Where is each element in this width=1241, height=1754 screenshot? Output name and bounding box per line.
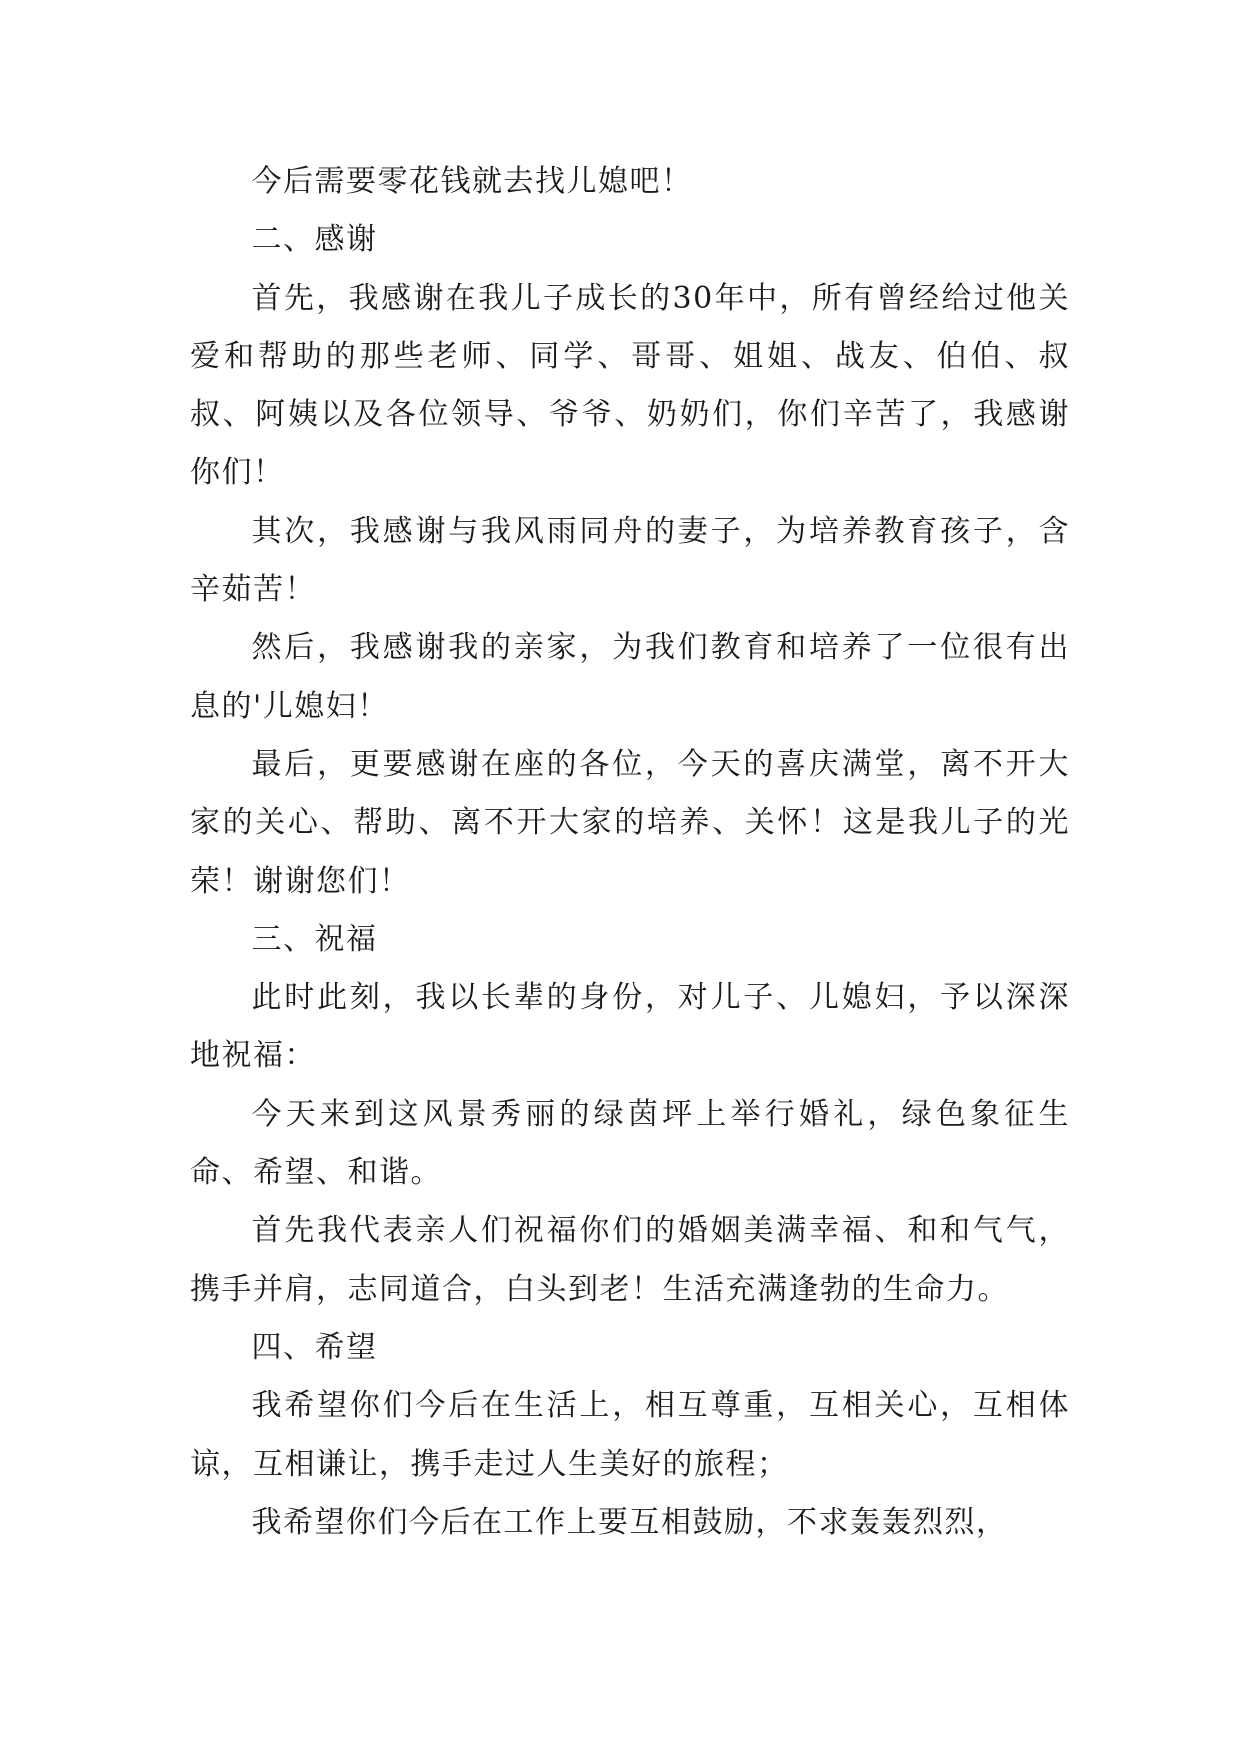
section-heading-blessing: 三、祝福 bbox=[251, 921, 378, 957]
paragraph-blessing-venue: 今天来到这风景秀丽的绿茵坪上举行婚礼，绿色象征生命、希望、和谐。 bbox=[190, 1096, 1070, 1191]
document-body bbox=[190, 153, 1070, 1552]
paragraph-hope-life: 我希望你们今后在生活上，相互尊重，互相关心，互相体谅，互相谦让，携手走过人生美好的旅程； bbox=[190, 1388, 1070, 1482]
paragraph-thanks-in-laws: 然后，我感谢我的亲家，为我们教育和培养了一位很有出息的'儿媳妇！ bbox=[190, 630, 1070, 724]
paragraph-blessing-marriage: 首先我代表亲人们祝福你们的婚姻美满幸福、和和气气，携手并肩，志同道合，白头到老！生活充满逢勃的生命力。 bbox=[190, 1213, 1070, 1307]
paragraph-hope-work: 我希望你们今后在工作上要互相鼓励，不求轰轰烈烈， bbox=[251, 1504, 1008, 1540]
paragraph-thanks-teachers: 首先，我感谢在我儿子成长的30年中，所有曾经给过他关爱和帮助的那些老师、同学、哥哥、姐姐、战友、伯伯、叔叔、阿姨以及各位领导、爷爷、奶奶们，你们辛苦了，我感谢你们！ bbox=[190, 280, 1070, 491]
section-heading-thanks: 二、感谢 bbox=[251, 222, 378, 258]
paragraph-blessing-intro: 此时此刻，我以长辈的身份，对儿子、儿媳妇，予以深深地祝福： bbox=[190, 980, 1070, 1074]
paragraph-thanks-wife: 其次，我感谢与我风雨同舟的妻子，为培养教育孩子，含辛茹苦！ bbox=[190, 513, 1070, 608]
paragraph-pocket-money: 今后需要零花钱就去找儿媳吧！ bbox=[251, 164, 693, 199]
section-heading-hope: 四、希望 bbox=[251, 1329, 378, 1365]
paragraph-thanks-guests: 最后，更要感谢在座的各位，今天的喜庆满堂，离不开大家的关心、帮助、离不开大家的培养、关怀！这是我儿子的光荣！谢谢您们！ bbox=[190, 746, 1070, 899]
